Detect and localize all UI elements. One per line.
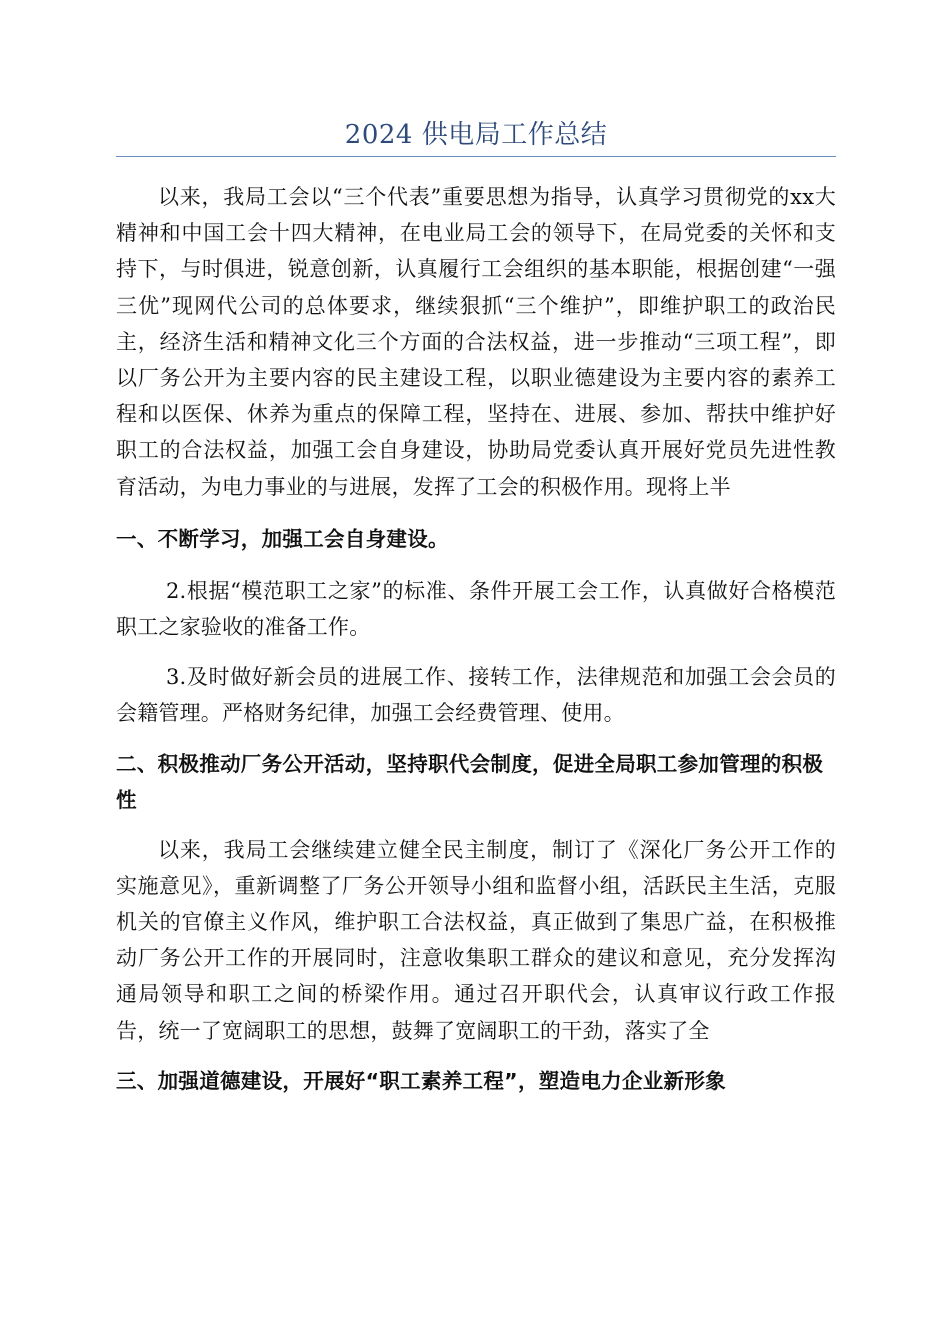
section-heading-2: 二、积极推动厂务公开活动，坚持职代会制度，促进全局职工参加管理的积极性 (116, 751, 824, 812)
title-underline (116, 156, 836, 157)
document-title: 2024 供电局工作总结 (344, 120, 608, 150)
document-page (116, 0, 836, 1099)
list-item-3: 3.及时做好新会员的进展工作、接转工作，法律规范和加强工会会员的会籍管理。严格财务纪律，加强工会经费管理、使用。 (116, 665, 836, 726)
section-heading-3: 三、加强道德建设，开展好“职工素养工程”，塑造电力企业新形象 (116, 1068, 726, 1093)
section-2-paragraph: 以来，我局工会继续建立健全民主制度，制订了《深化厂务公开工作的实施意见》，重新调整了厂务公开领导小组和监督小组，活跃民主生活，克服机关的官僚主义作风，维护职工合法权益，真正做到了集思广益，在积极推动厂务公开工作的开展同时，注意收集职工群众的建议和意见，充分发挥沟通局领导和职工之间的桥梁作用。通过召开职代会，认真审议行政工作报告，统一了宽阔职工的思想，鼓舞了宽阔职工的干劲，落实了全 (116, 837, 836, 1043)
list-item-2: 2.根据“模范职工之家”的标准、条件开展工会工作，认真做好合格模范职工之家验收的准备工作。 (116, 578, 836, 640)
intro-paragraph: 以来，我局工会以“三个代表”重要思想为指导，认真学习贯彻党的xx大精神和中国工会十四大精神，在电业局工会的领导下，在局党委的关怀和支持下，与时俱进，锐意创新，认真履行工会组织的基本职能，根据创建“一强三优”现网代公司的总体要求，继续狠抓“三个维护”，即维护职工的政治民主，经济生活和精神文化三个方面的合法权益，进一步推动“三项工程”，即以厂务公开为主要内容的民主建设工程，以职业德建设为主要内容的素养工程和以医保、休养为重点的保障工程，坚持在、进展、参加、帮扶中维护好职工的合法权益，加强工会自身建设，协助局党委认真开展好党员先进性教育活动，为电力事业的与进展，发挥了工会的积极作用。现将上半 (116, 185, 836, 499)
section-heading-1: 一、不断学习，加强工会自身建设。 (116, 526, 449, 551)
